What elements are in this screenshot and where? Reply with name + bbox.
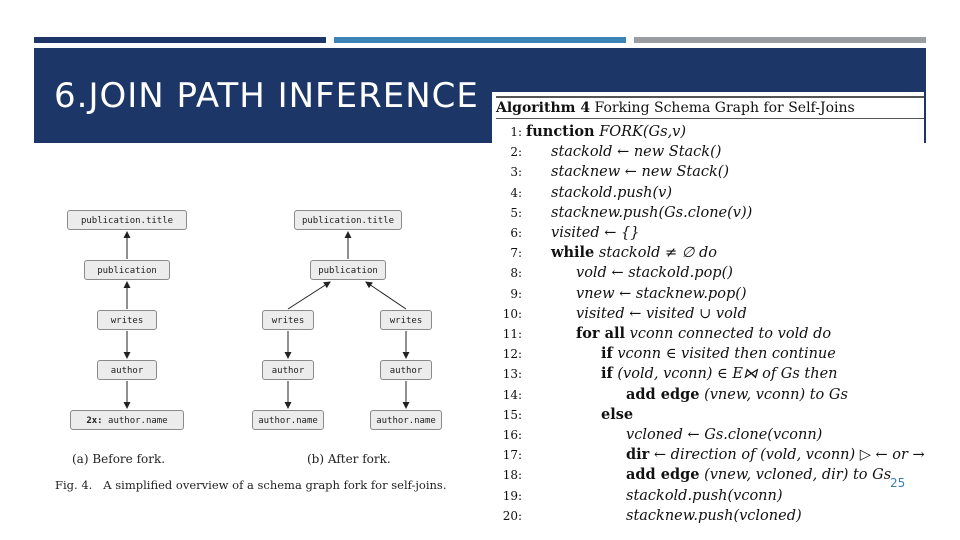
code-body: stacknew.push(Gs.clone(v)) bbox=[551, 204, 753, 221]
line-number: 2: bbox=[510, 145, 522, 160]
code-body: vconn connected to vold do bbox=[629, 326, 832, 342]
algorithm-line bbox=[492, 486, 924, 506]
code-body: vconn ∈ visited then continue bbox=[617, 346, 836, 363]
algorithm-line bbox=[492, 162, 924, 182]
code-text bbox=[551, 142, 721, 162]
code-text bbox=[551, 162, 729, 182]
code-keyword: add edge bbox=[626, 466, 700, 484]
slide-title: 6.JOIN PATH INFERENCE bbox=[54, 76, 479, 116]
figure-caption-text: A simplified overview of a schema graph fork for self-joins. bbox=[103, 478, 447, 492]
line-number: 11: bbox=[502, 327, 522, 341]
figure-caption bbox=[55, 478, 446, 492]
algorithm-line bbox=[492, 284, 924, 304]
line-number: 8: bbox=[510, 266, 522, 281]
code-keyword: if bbox=[601, 365, 613, 383]
line-number: 6: bbox=[510, 226, 522, 240]
author-name-label: author.name bbox=[108, 416, 168, 426]
algorithm-label: Algorithm 4 bbox=[496, 100, 591, 116]
line-number: 10: bbox=[502, 306, 522, 321]
line-number: 12: bbox=[502, 347, 522, 362]
code-text bbox=[626, 486, 783, 506]
code-body: (vnew, vconn) to Gs bbox=[704, 386, 848, 403]
code-keyword: function bbox=[526, 123, 595, 140]
code-body: visited ← visited ∪ vold bbox=[576, 305, 747, 322]
line-number: 9: bbox=[510, 286, 522, 301]
line-number: 13: bbox=[502, 367, 522, 382]
code-keyword: if bbox=[601, 345, 613, 363]
code-text bbox=[601, 364, 838, 384]
line-number: 19: bbox=[502, 488, 522, 503]
code-body: stacknew.push(vcloned) bbox=[626, 507, 802, 524]
code-body: FORK(Gs,v) bbox=[599, 124, 687, 140]
code-body: ← direction of (vold, vconn) ▷ ← or → bbox=[653, 447, 925, 464]
line-number: 15: bbox=[502, 407, 522, 422]
code-body: (vold, vconn) ∈ E⋈ of Gs then bbox=[617, 366, 838, 383]
code-text bbox=[601, 405, 633, 425]
algorithm-line bbox=[492, 385, 924, 405]
algorithm-line bbox=[492, 445, 924, 465]
code-body: stacknew ← new Stack() bbox=[551, 164, 730, 181]
code-text bbox=[626, 425, 822, 445]
algorithm-header bbox=[496, 96, 924, 119]
code-text bbox=[576, 324, 831, 344]
after-node-author-left: author bbox=[262, 360, 314, 380]
algorithm-line bbox=[492, 304, 924, 324]
after-node-author-right: author bbox=[380, 360, 432, 380]
line-number: 16: bbox=[502, 428, 522, 442]
before-node-writes: writes bbox=[97, 310, 157, 330]
after-node-writes-left: writes bbox=[262, 310, 314, 330]
code-text bbox=[626, 506, 802, 526]
accent-bar-gray bbox=[634, 37, 926, 43]
line-number: 14: bbox=[502, 387, 522, 402]
algorithm-line bbox=[492, 324, 924, 344]
before-node-publication-title: publication.title bbox=[67, 210, 187, 230]
caption-after: (b) After fork. bbox=[307, 452, 391, 466]
algorithm-line bbox=[492, 465, 924, 485]
code-body: stackold.push(vconn) bbox=[626, 487, 783, 504]
code-keyword: dir bbox=[626, 446, 650, 464]
algorithm-line bbox=[492, 405, 924, 425]
line-number: 18: bbox=[502, 468, 522, 483]
code-text bbox=[551, 243, 717, 263]
code-text bbox=[626, 465, 891, 485]
algorithm-line bbox=[492, 122, 924, 142]
algorithm-line bbox=[492, 344, 924, 364]
algorithm-line bbox=[492, 203, 924, 223]
line-number: 7: bbox=[510, 246, 522, 261]
code-keyword: add edge bbox=[626, 385, 700, 403]
after-node-author-name-left: author.name bbox=[252, 410, 324, 430]
accent-bar-blue bbox=[334, 37, 626, 43]
after-node-author-name-right: author.name bbox=[370, 410, 442, 430]
code-keyword: while bbox=[551, 244, 595, 262]
code-body: stackold ← new Stack() bbox=[551, 144, 722, 161]
line-number: 20: bbox=[502, 508, 522, 523]
code-text bbox=[626, 445, 925, 465]
code-body: visited ← {} bbox=[551, 225, 640, 241]
code-body: (vnew, vcloned, dir) to Gs bbox=[704, 467, 892, 484]
algorithm-line bbox=[492, 364, 924, 384]
algorithm-title: Forking Schema Graph for Self-Joins bbox=[594, 100, 855, 116]
code-text bbox=[526, 122, 686, 142]
page-number: 25 bbox=[890, 476, 906, 490]
algorithm-panel bbox=[492, 92, 924, 532]
code-body: vcloned ← Gs.clone(vconn) bbox=[626, 427, 823, 443]
code-text bbox=[551, 203, 752, 223]
code-body: stackold ≠ ∅ do bbox=[598, 245, 717, 262]
line-number: 3: bbox=[510, 165, 522, 180]
figure-caption-label: Fig. 4. bbox=[55, 478, 93, 492]
code-body: stackold.push(v) bbox=[551, 184, 672, 201]
after-node-publication-title: publication.title bbox=[294, 210, 402, 230]
before-node-author-name bbox=[70, 410, 184, 430]
schema-graph-figure bbox=[52, 196, 472, 501]
after-node-writes-right: writes bbox=[380, 310, 432, 330]
code-text bbox=[551, 183, 672, 203]
accent-bar-dark bbox=[34, 37, 326, 43]
multiplicity-label: 2x: bbox=[86, 416, 103, 426]
line-number: 1: bbox=[510, 125, 522, 139]
line-number: 5: bbox=[510, 205, 522, 220]
code-keyword: for all bbox=[576, 325, 626, 342]
before-node-author: author bbox=[97, 360, 157, 380]
line-number: 4: bbox=[510, 185, 522, 200]
algorithm-line bbox=[492, 506, 924, 526]
before-node-publication: publication bbox=[84, 260, 170, 280]
after-node-publication: publication bbox=[310, 260, 386, 280]
code-text bbox=[601, 344, 836, 364]
code-text bbox=[576, 263, 733, 283]
code-text bbox=[551, 223, 639, 243]
algorithm-line bbox=[492, 425, 924, 445]
code-text bbox=[576, 304, 747, 324]
caption-before: (a) Before fork. bbox=[72, 452, 166, 466]
line-number: 17: bbox=[502, 448, 522, 463]
code-keyword: else bbox=[601, 405, 634, 423]
algorithm-line bbox=[492, 263, 924, 283]
algorithm-line bbox=[492, 243, 924, 263]
algorithm-line bbox=[492, 142, 924, 162]
code-text bbox=[626, 385, 848, 405]
code-body: vold ← stackold.pop() bbox=[576, 265, 733, 282]
algorithm-line bbox=[492, 223, 924, 243]
code-text bbox=[576, 284, 747, 304]
code-body: vnew ← stacknew.pop() bbox=[576, 285, 747, 302]
algorithm-line bbox=[492, 183, 924, 203]
